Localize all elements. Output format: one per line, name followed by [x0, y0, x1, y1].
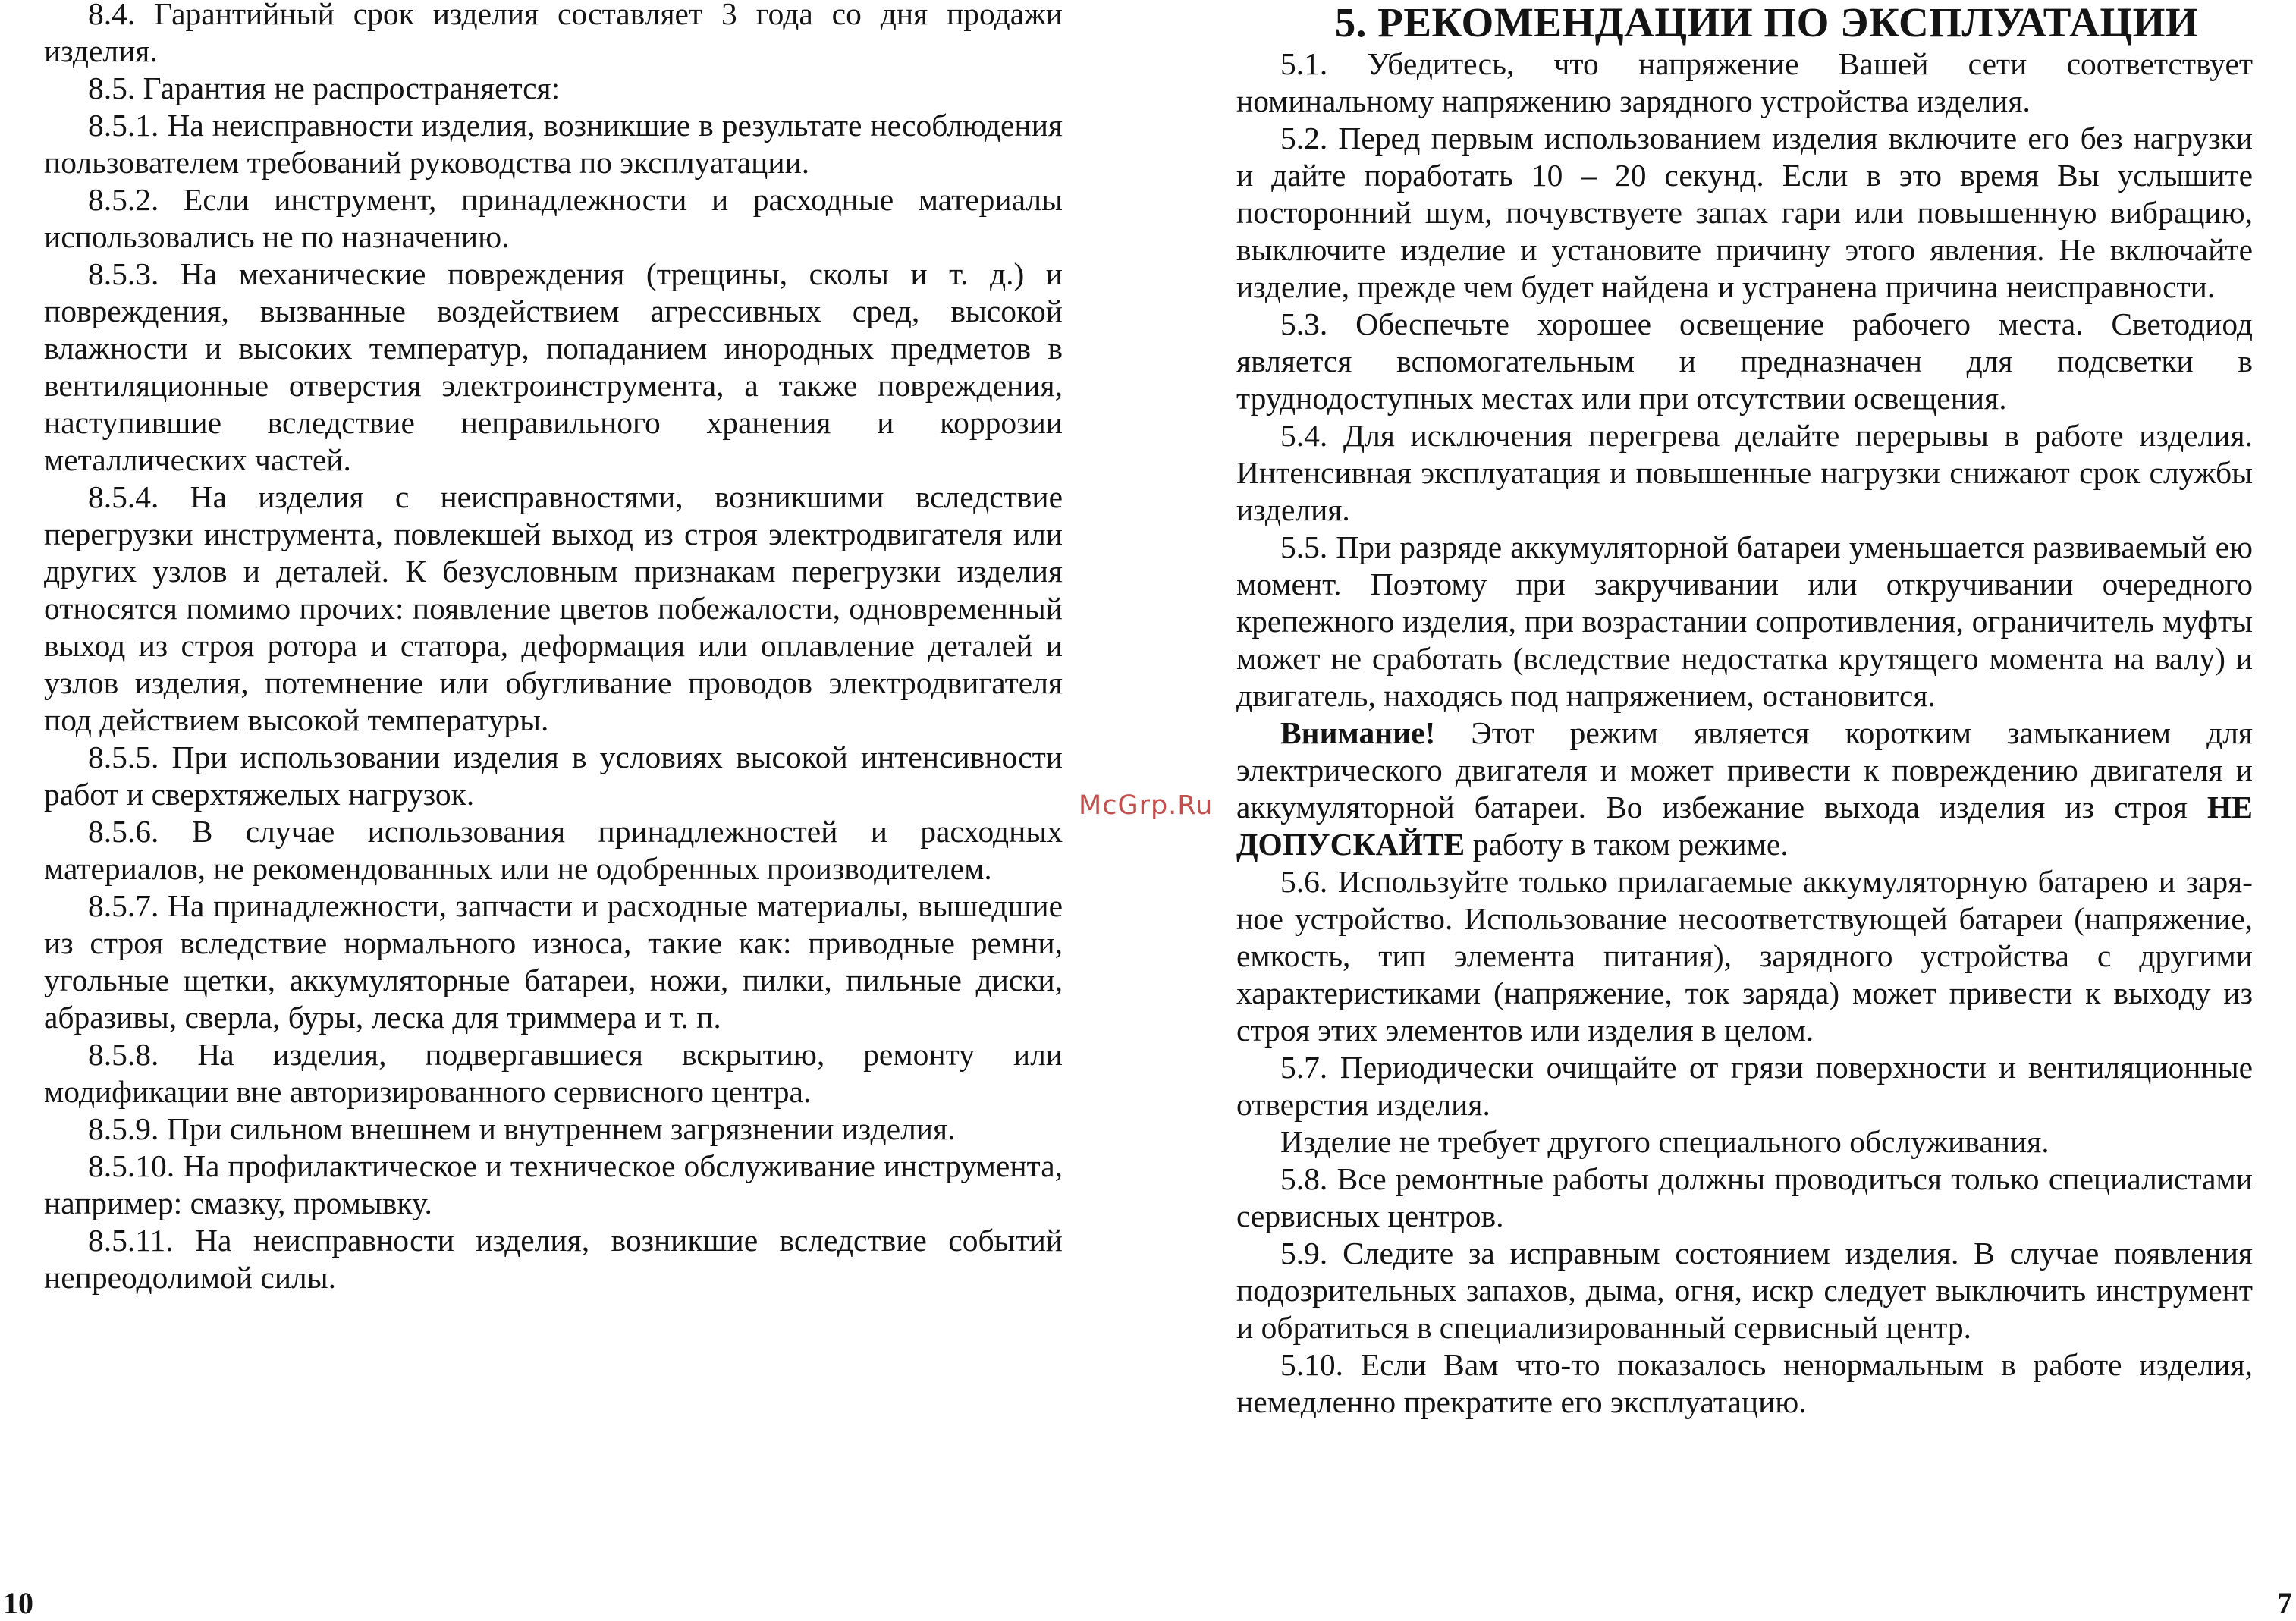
paragraph-8-5-2: 8.5.2. Если инструмент, принадлежности и расходные материалы использовались не по назначению.: [44, 182, 1063, 254]
paragraph-5-5: 5.5. При разряде аккумуляторной батареи уменьшается развиваемый ею момент. Поэтому при закручивании или откручивании очередного крепежного изделия, при возрастании сопротивления, ограничитель муфты может не сработать (вследствие недостатка крутящего момента на валу) и двигатель, находясь под напряжением, остановится.: [1236, 529, 2253, 713]
paragraph-5-3: 5.3. Обеспечьте хорошее освещение рабочего места. Светодиод является вспомогательным и предназначен для подсветки в труднодоступных местах или при отсутствии освещения.: [1236, 306, 2253, 416]
warning-paragraph: [1236, 715, 2253, 863]
left-page-column: [44, 0, 1063, 1296]
paragraph-8-5-11: 8.5.11. На неисправности изделия, возникшие вследствие событий непреодолимой силы.: [44, 1223, 1063, 1295]
warning-text-before: Этот режим является коротким замыканием для электрического двигателя и может привести к повреждению двигателя и аккумуляторной батареи. Во избежание выхода изделия из строя: [1236, 715, 2253, 825]
paragraph-5-2: 5.2. Перед первым использованием изделия включите его без нагрузки и дайте поработать 10 – 20 секунд. Если в это время Вы услышите посторонний шум, почувствуете запах гари или повышенную вибрацию, выключите изделие и установите причину этого явления. Не включайте изделие, прежде чем будет найдена и устранена причина неисправности.: [1236, 121, 2253, 304]
paragraph-5-10: 5.10. Если Вам что-то показалось ненормальным в работе изделия, немедленно прекратите его эксплуатацию.: [1236, 1347, 2253, 1419]
paragraph-8-5: 8.5. Гарантия не распространяется:: [88, 71, 561, 105]
paragraph-8-5-7: 8.5.7. На принадлежности, запчасти и расходные материалы, вышедшие из строя вследствие нормального износа, такие как: приводные ремни, угольные щетки, аккумуляторные батареи, ножи, пилки, пильные диски, абразивы, сверла, буры, леска для триммера и т. п.: [44, 888, 1063, 1035]
paragraph-maintenance-note: Изделие не требует другого специального обслуживания.: [1280, 1124, 2049, 1159]
paragraph-8-5-1: 8.5.1. На неисправности изделия, возникшие в результате несоблюдения пользователем требований руководства по эксплуатации.: [44, 108, 1063, 180]
paragraph-8-5-4: 8.5.4. На изделия с неисправностями, возникшими вследствие перегрузки инструмента, повлекшей выход из строя электродвигателя или других узлов и деталей. К безусловным признакам перегрузки изделия относятся помимо прочих: появление цветов побежалости, одновременный выход из строя ротора и статора, деформация или оплавление деталей и узлов изделия, потемнение или обугливание проводов электродвигателя под действием высокой температуры.: [44, 479, 1063, 737]
paragraph-5-1: 5.1. Убедитесь, что напряжение Вашей сети соответствует номинальному напряжению зарядного устройства изделия.: [1236, 46, 2253, 118]
section-heading: 5. РЕКОМЕНДАЦИИ ПО ЭКСПЛУАТАЦИИ: [1334, 0, 2199, 46]
paragraph-8-5-5: 8.5.5. При использовании изделия в условиях высокой интенсивности работ и сверхтяжелых нагрузок.: [44, 740, 1063, 812]
warning-emphasis: НЕ ДОПУСКАЙТЕ: [1236, 790, 2253, 862]
paragraph-5-6: 5.6. Используйте только прилагаемые аккумуляторную батарею и заря-ное устройство. Использование несоответствующей батареи (напряжение, емкость, тип элемента питания), зарядного устройства с другими характеристиками (напряжение, ток заряда) может привести к выходу из строя этих элементов или изделия в целом.: [1236, 864, 2253, 1048]
warning-label: Внимание!: [1280, 715, 1436, 750]
paragraph-5-7: 5.7. Периодически очищайте от грязи поверхности и вентиляционные отверстия изделия.: [1236, 1050, 2253, 1122]
paragraph-8-5-8: 8.5.8. На изделия, подвергавшиеся вскрытию, ремонту или модификации вне авторизированного сервисного центра.: [44, 1037, 1063, 1109]
page-number-right: 7: [2277, 1586, 2292, 1620]
paragraph-8-4: 8.4. Гарантийный срок изделия составляет 3 года со дня продажи изделия.: [44, 0, 1063, 68]
paragraph-5-4: 5.4. Для исключения перегрева делайте перерывы в работе изделия. Интенсивная эксплуатация и повышенные нагрузки снижают срок службы изделия.: [1236, 418, 2253, 527]
watermark-text: McGrp.Ru: [1079, 790, 1214, 821]
paragraph-8-5-6: 8.5.6. В случае использования принадлежностей и расходных материалов, не рекомендованных или не одобренных производителем.: [44, 814, 1063, 886]
page-number-left: 10: [3, 1586, 33, 1620]
paragraph-5-9: 5.9. Следите за исправным состоянием изделия. В случае появления подозрительных запахов, дыма, огня, искр следует выключить инструмент и обратиться в специализированный сервисный центр.: [1236, 1236, 2253, 1345]
paragraph-8-5-3: 8.5.3. На механические повреждения (трещины, сколы и т. д.) и повреждения, вызванные воздействием агрессивных сред, высокой влажности и высоких температур, попаданием инородных предметов в вентиляционные отверстия электроинструмента, а также повреждения, наступившие вследствие неправильного хранения и коррозии металлических частей.: [44, 256, 1063, 477]
warning-text-after: работу в таком режиме.: [1465, 827, 1789, 862]
paragraph-8-5-9: 8.5.9. При сильном внешнем и внутреннем загрязнении изделия.: [88, 1111, 956, 1146]
paragraph-8-5-10: 8.5.10. На профилактическое и техническое обслуживание инструмента, например: смазку, промывку.: [44, 1148, 1063, 1220]
paragraph-5-8: 5.8. Все ремонтные работы должны проводиться только специалистами сервисных центров.: [1236, 1161, 2253, 1233]
right-page-column: [1236, 0, 2253, 1421]
